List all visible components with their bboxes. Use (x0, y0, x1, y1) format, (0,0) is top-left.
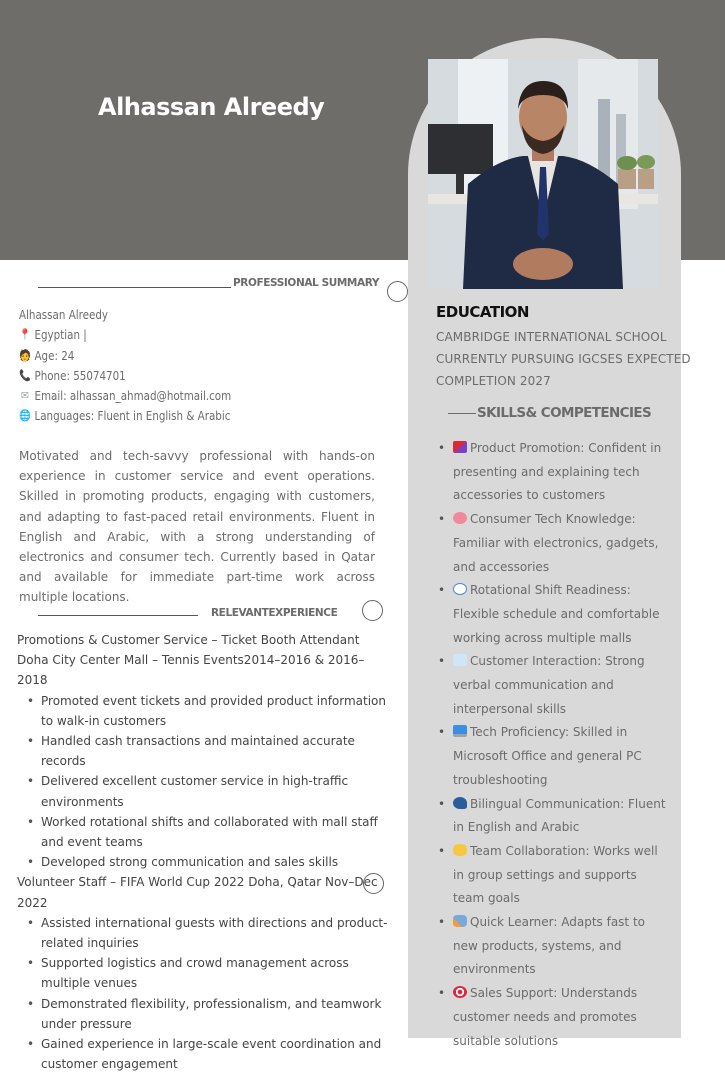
job-title: Volunteer Staff – FIFA World Cup 2022 Doha, Qatar Nov–Dec 2022 (17, 875, 378, 910)
shopping-bags-icon (453, 441, 467, 453)
skills-heading-dash (448, 413, 476, 414)
contact-nationality: 📍 Egyptian | (19, 325, 231, 345)
clock-icon (453, 583, 467, 595)
education-details (436, 326, 691, 392)
skill-item: • Team Collaboration: Works well in group settings and supports team goals (453, 840, 668, 911)
job-bullets (17, 691, 389, 873)
skill-item: • Quick Learner: Adapts fast to new products, systems, and environments (453, 911, 668, 982)
contact-age: 🧑 Age: 24 (19, 346, 231, 366)
experience-circle-decoration (362, 600, 383, 621)
job-bullet: • Demonstrated flexibility, professionalism, and teamwork under pressure (41, 994, 389, 1034)
speaking-head-icon (453, 797, 467, 809)
experience-heading: RELEVANTEXPERIENCE (211, 607, 338, 619)
skills-heading: SKILLS& COMPETENCIES (448, 405, 651, 421)
globe-icon: 🌐 (19, 409, 31, 423)
skill-item: • Sales Support: Understands customer needs and promotes suitable solutions (453, 982, 668, 1053)
contact-phone: 📞 Phone: 55074701 (19, 366, 231, 386)
job-title: Promotions & Customer Service – Ticket Booth Attendant Doha City Center Mall – Tennis Events2014–2016 & 2016–2018 (17, 633, 365, 688)
job-bullet: • Gained experience in large-scale event coordination and customer engagement (41, 1034, 389, 1074)
brain-icon (453, 512, 467, 524)
skills-list (453, 437, 668, 1053)
skill-item: • Product Promotion: Confident in presenting and explaining tech accessories to customers (453, 437, 668, 508)
education-line: CURRENTLY PURSUING IGCSES EXPECTED (436, 352, 691, 366)
speech-bubble-icon (453, 654, 467, 666)
summary-heading: PROFESSIONAL SUMMARY (233, 277, 380, 289)
contact-languages: 🌐 Languages: Fluent in English & Arabic (19, 406, 231, 426)
job-bullet: • Handled cash transactions and maintained accurate records (41, 731, 389, 771)
education-line: COMPLETION 2027 (436, 374, 551, 388)
summary-paragraph: Motivated and tech-savvy professional with hands-on experience in customer service and event operations. Skilled in promoting products, engaging with customers, and adapting to fast-paced retail environments. Fluent in English and Arabic, with a strong understanding of electronics and consumer tech. Currently based in Qatar and available for immediate part-time work across multiple locations. (19, 449, 375, 605)
phone-icon: 📞 (19, 368, 31, 382)
contact-email[interactable]: ✉ Email: alhassan_ahmad@hotmail.com (19, 386, 231, 406)
job-bullet: • Worked rotational shifts and collaborated with mall staff and event teams (41, 812, 389, 852)
target-icon (453, 986, 467, 998)
pin-icon: 📍 (19, 328, 31, 342)
contact-block (19, 305, 266, 427)
experience-list (17, 630, 389, 1074)
skill-item: • Rotational Shift Readiness: Flexible schedule and comfortable working across multiple malls (453, 579, 668, 650)
profile-photo-illustration (428, 59, 658, 289)
job-bullets (17, 913, 389, 1074)
education-heading: EDUCATION (436, 303, 529, 321)
candidate-name: Alhassan Alreedy (98, 93, 325, 121)
skill-item: • Tech Proficiency: Skilled in Microsoft Office and general PC troubleshooting (453, 721, 668, 792)
envelope-icon: ✉ (21, 389, 29, 403)
job-bullet: • Promoted event tickets and provided product information to walk-in customers (41, 691, 389, 731)
job-bullet: • Developed strong communication and sales skills (41, 852, 389, 872)
skill-item: • Consumer Tech Knowledge: Familiar with electronics, gadgets, and accessories (453, 508, 668, 579)
person-icon: 🧑 (19, 348, 31, 362)
laptop-icon (453, 725, 467, 737)
contact-name: Alhassan Alreedy (19, 308, 108, 322)
handshake-icon (453, 844, 467, 856)
job-bullet: • Supported logistics and crowd management across multiple venues (41, 953, 389, 993)
education-line: CAMBRIDGE INTERNATIONAL SCHOOL (436, 330, 667, 344)
experience-divider (38, 615, 198, 616)
skill-item: • Bilingual Communication: Fluent in English and Arabic (453, 793, 668, 840)
experience-circle-decoration-lower (363, 873, 384, 894)
profile-photo (428, 59, 658, 289)
summary-circle-decoration (387, 281, 408, 302)
skill-item: • Customer Interaction: Strong verbal communication and interpersonal skills (453, 650, 668, 721)
summary-divider (38, 287, 231, 288)
job-bullet: • Delivered excellent customer service in high-traffic environments (41, 771, 389, 811)
rocket-icon (453, 915, 467, 927)
job-bullet: • Assisted international guests with directions and product-related inquiries (41, 913, 389, 953)
